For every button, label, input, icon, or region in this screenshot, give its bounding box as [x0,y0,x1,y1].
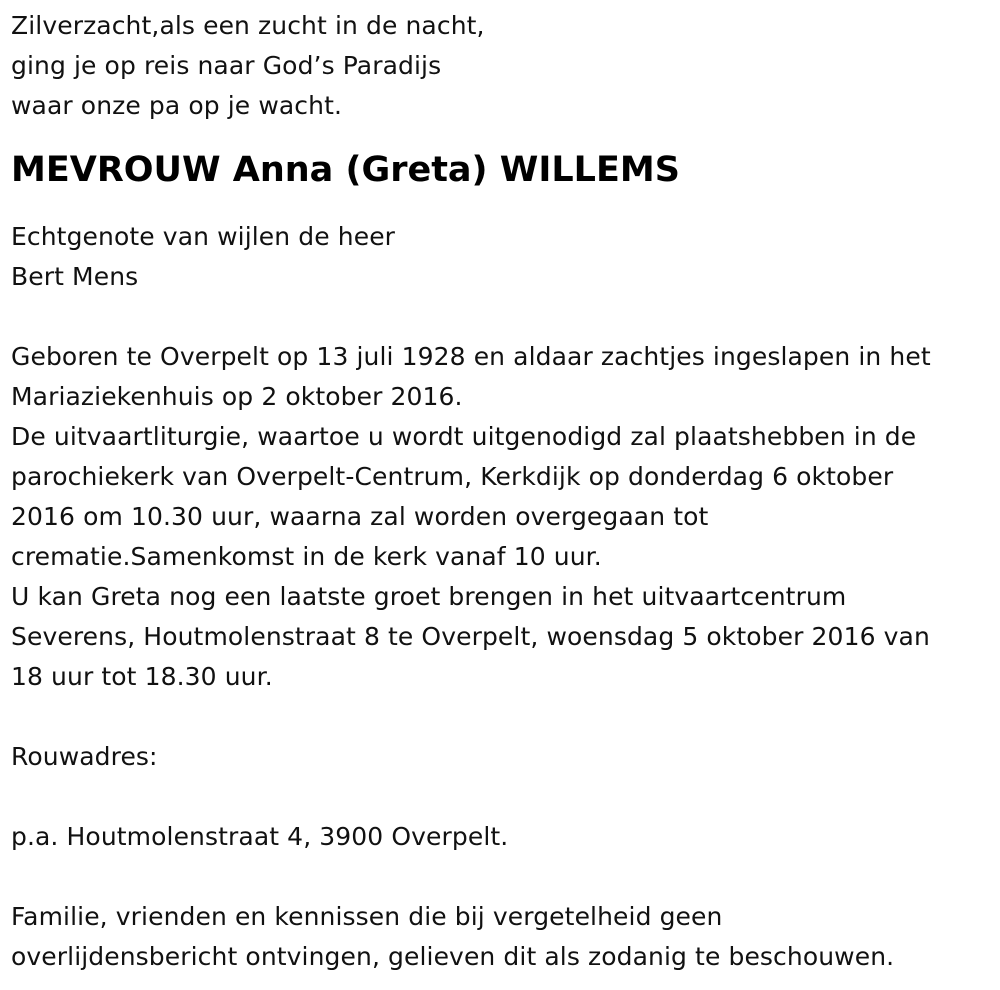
closing-line: Familie, vrienden en kennissen die bij vergetelheid geen [11,902,723,932]
announcement-line: Severens, Houtmolenstraat 8 te Overpelt, woensdag 5 oktober 2016 van [11,622,930,652]
relation-line: Echtgenote van wijlen de heer [11,222,396,252]
announcement-line: De uitvaartliturgie, waartoe u wordt uitgenodigd zal plaatshebben in de [11,422,917,452]
mourning-address-label: Rouwadres: [11,742,158,772]
poem [11,6,1000,126]
announcement-line: crematie.Samenkomst in de kerk vanaf 10 uur. [11,542,602,572]
announcement-line: 2016 om 10.30 uur, waarna zal worden overgegaan tot [11,502,709,532]
announcement-line: Mariaziekenhuis op 2 oktober 2016. [11,382,463,412]
announcement-line: Geboren te Overpelt op 13 juli 1928 en aldaar zachtjes ingeslapen in het [11,342,931,372]
relation-line: Bert Mens [11,262,139,292]
announcement-line: U kan Greta nog een laatste groet brengen in het uitvaartcentrum [11,582,847,612]
spacer [11,297,1000,337]
relation [11,217,1000,297]
announcement-line: 18 uur tot 18.30 uur. [11,662,273,692]
closing-line: overlijdensbericht ontvingen, gelieven dit als zodanig te beschouwen. [11,942,895,972]
announcement [11,337,1000,697]
mourning-address: p.a. Houtmolenstraat 4, 3900 Overpelt. [11,822,509,852]
poem-line: Zilverzacht,als een zucht in de nacht, [11,11,485,40]
spacer [11,857,1000,897]
poem-line: ging je op reis naar God’s Paradijs [11,51,442,80]
closing [11,897,1000,977]
spacer [11,697,1000,737]
spacer [11,777,1000,817]
announcement-line: parochiekerk van Overpelt-Centrum, Kerkdijk op donderdag 6 oktober [11,462,894,492]
poem-line: waar onze pa op je wacht. [11,91,343,120]
deceased-name: MEVROUW Anna (Greta) WILLEMS [11,150,680,190]
